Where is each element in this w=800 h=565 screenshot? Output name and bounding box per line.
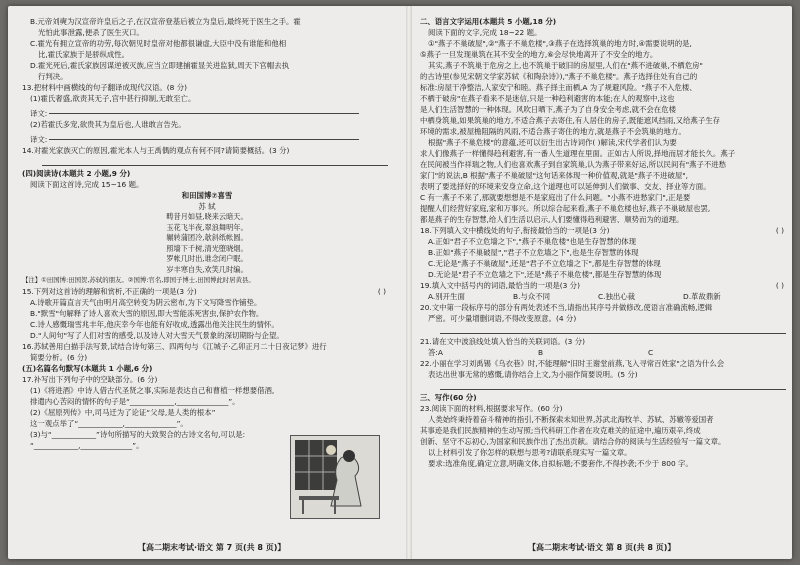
translate-label: 译文:	[22, 104, 392, 119]
answer-line[interactable]	[440, 324, 786, 334]
q19-options	[420, 291, 790, 302]
question-18: 18.下列填入文中横线处的句子,衔接最恰当的一项是(3 分) ( )	[420, 226, 784, 235]
question-17-3b: “____________,______________”。	[30, 441, 144, 450]
question-19: 19.填入文中括号内的词语,最恰当的一项是(3 分) ( )	[420, 281, 784, 290]
answer-b[interactable]: B	[538, 348, 544, 357]
passage-line: 都是燕子的生存智慧,给人们生活以启示,人们要懂得趋利避害、顺势而为的道理。	[420, 215, 684, 224]
section-language: 二、语言文字运用(本题共 5 小题,18 分)	[420, 17, 557, 26]
passage-line: 其实,燕子不筑巢于危房之上,也不筑巢于破旧的房屋里,人们在"燕不进破巢,不栖危房"	[428, 61, 703, 70]
section-poem: (四)阅读诗(本题共 2 小题,9 分)	[22, 169, 131, 178]
passage-line: 标准:房屋干净整洁,人家安宁和睦。燕子择主而栖,A 为了规避风险。"燕子不入危楼、	[420, 83, 697, 92]
question-15: 15.下列对这首诗的理解和赏析,不正确的一项是(3 分) ( )	[22, 287, 386, 296]
passage-line: 根据"燕子不巢危楼"的意蕴,还可以衍生出古诗词作( )解读,宋代学者们认为要	[428, 138, 677, 147]
essay-line: 创新、坚守不忘初心,为国家和民族作出了杰出贡献。请结合你的阅读与生活经验写一篇文章。	[420, 437, 726, 446]
option-line: A.正如"君子不立危墙之下","燕子不巢危楼"也是生存智慧的体现	[428, 237, 636, 246]
passage-line: 求人们像燕子一样懂得趋利避害,有一番人生道理在里面。正如古人所说,择地而居才能长久。燕子	[420, 149, 736, 158]
essay-line: 以上材料引发了你怎样的联想与思考?请联系现实写一篇文章。	[428, 448, 632, 457]
poem-line: 照墙下千树,清光堕晓烟。	[166, 243, 248, 253]
essay-line: 其事迹是我们民族精神的生动写照;当代科研工作者在攻克难关的征途中,遍历艰辛,终成	[420, 426, 701, 435]
poem-line: 岁丰寒自失,欢笑几时编。	[166, 264, 248, 274]
passage-line: 家门"的说法,B 根据"燕子不巢破屋"这句话来体现一种价值观,就是"燕子不进破屋",	[420, 171, 688, 180]
poem-title: 和田国博⑦喜雪	[181, 191, 233, 200]
option-line: C.无论是"燕子不巢破屋",还是"君子不立危墙之下",都是生存智慧的体现	[428, 259, 661, 268]
ink-illustration	[290, 435, 380, 519]
option-line: D.霍光死后,霍氏家族因谋逆被灭族,应当立即建捕霍显关进监狱,周天下官帽去执	[30, 61, 289, 70]
passage-line: 的古诗里(参见宋朝文学家苏轼《和陶杂诗》),"燕子不巢危楼"。燕子选择住处有自己的	[420, 72, 698, 81]
option-line: 光怕此事泄露,便杀了医生灭口。	[38, 28, 144, 37]
footer-left: 【高二期末考试·语文 第 7 页(共 8 页)】	[138, 543, 286, 552]
option-line: 比,霍氏家族于是骄纵成性。	[38, 50, 130, 59]
option-line: B."默雪"句解释了诗人喜欢大雪的原因,即大雪能冻死害虫,保护农作物。	[30, 309, 264, 318]
option-b: B.与众不同	[513, 292, 550, 301]
translate-label: 译文:	[22, 130, 392, 145]
poem-line: 辗转蒲团冷,欹斜纸帐圆。	[166, 233, 248, 242]
question-17-2: (2)《屈原列传》中,司马迁为了论证“父母,是人类的根本”	[30, 408, 216, 417]
section-memory: (五)名篇名句默写(本题共 1 小题,6 分)	[22, 364, 153, 373]
right-page	[420, 16, 790, 469]
question-13: 13.把材料中画横线的句子翻译成现代汉语。(8 分)	[22, 83, 187, 92]
poem-line: 畴昔月如昼,晓来云暗天。	[166, 212, 248, 221]
question-16-b: 简要分析。(6 分)	[30, 353, 88, 362]
answer-line[interactable]	[42, 156, 388, 166]
passage-line: 在民间被当作祥瑞之物,人们也喜欢燕子到自家筑巢,认为燕子带来好运,所以民间有"燕子不进愁	[420, 160, 727, 169]
question-17-2b: 这一观点举了“____________,______________”。	[30, 419, 188, 428]
option-line: A.诗歌开篇直言天气由明月高空转变为阴云密布,为下文写降雪作铺垫。	[30, 298, 262, 307]
passage-line: 环境的需求,被屋檐阻隔的风雨,不适合燕子寄住的地方,就是燕子不会筑巢的地方。	[420, 127, 686, 136]
option-line: B.正如"燕子不巢破屋","君子不立危墙之下",也是生存智慧的体现	[428, 248, 639, 257]
poem-intro: 阅读下面这首诗,完成 15~16 题。	[30, 180, 144, 189]
answer-line[interactable]	[440, 380, 786, 390]
question-13-1: (1)霍氏奢盛,欲责其无子,宫中甚行抑制,无敢至亡。	[30, 94, 196, 103]
option-line: D."人间句"写了人们对雪的感受,以及诗人对大雪天气景象的深切期盼与企望。	[30, 331, 284, 340]
q21-answers	[420, 347, 790, 358]
essay-line: 人类始终秉持着奋斗精神的指引,不断探索未知世界,苏武北海牧羊、苏轼、苏辙等爱国者	[428, 415, 714, 424]
page-fold	[406, 6, 412, 559]
question-22-b: 表达出世事无常的感慨,请你结合上文,为小丽作简要说明。(5 分)	[428, 370, 638, 379]
poem-note: 【注】①田国博:田国贺,苏轼的朋友。②国博:官名,即国子博士,田国博此时居黄县。	[22, 276, 255, 284]
answer-a[interactable]: 答:A	[428, 348, 443, 357]
section-writing: 三、写作(60 分)	[420, 393, 477, 402]
question-17-3: (3)与“____________”诗句所描写的大致契合的古诗文名句,可以是:	[30, 430, 246, 439]
question-17: 17.补写出下列句子中的空缺部分。(6 分)	[22, 375, 158, 384]
poem-author: 苏 轼	[198, 202, 216, 211]
figure-reading-icon	[291, 436, 379, 518]
option-line: 行判决。	[38, 72, 68, 81]
option-c: C.独出心裁	[598, 292, 636, 301]
question-20: 20.文中第一段标序号的部分有两处表述不当,请指出其序号并做修改,使语言准确流畅,逻辑	[420, 303, 713, 312]
passage-line: 是人们生活智慧的一种体现。风吹日晒下,燕子为了自身安全考虑,就不会在危楼	[420, 105, 676, 114]
passage-line: ①"燕子不巢破屋",②"燕子不巢危楼",③燕子在选择筑巢的地方时,④需要说明的是,	[428, 39, 692, 48]
question-17-1: (1)《将进酒》中诗人借古代圣贤之事,实际是表达自己和曹植一样想要借酒,	[30, 386, 275, 395]
passage-line: 中栖身筑巢,如果筑巢的地方,不适合燕子去寄住,有人居住的房子,既能遮风挡雨,又给燕子生存	[420, 116, 720, 125]
passage-line: 表明了要选择好的环境来安身立命,这个道理也可以延伸到人们做事、交友、择业等方面。	[420, 182, 711, 191]
question-13-2: (2)若霍氏多宠,欲贵其为皇后也,人谁敢言告先。	[30, 120, 186, 129]
question-16: 16.苏轼善用白描手法写景,试结合诗句第三、四两句与《江城子·乙卯正月二十日夜记梦》进行	[22, 342, 327, 351]
option-d: D.革故鼎新	[683, 292, 721, 301]
passage-line: C 有一燕子不来了,那就要想想是不是家庭出了什么问题。"小燕不进愁家门",正是要	[420, 193, 691, 202]
exam-sheet	[8, 6, 792, 559]
question-20-b: 严密。可少量增删词语,不得改变原意。(4 分)	[428, 314, 577, 323]
footer-right: 【高二期末考试·语文 第 8 页(共 8 页)】	[528, 543, 676, 552]
passage-line: 不栖于破房"在燕子看来不是迷信,只是一种趋利避害的本能;在人的观察中,这也	[420, 94, 675, 103]
option-line: C.霍光有拥立宣帝的功劳,每次朝见时皇帝对他都很谦虚,大臣中没有谁能和他相	[30, 39, 287, 48]
option-line: B.元帝刘奭为汉宣帝许皇后之子,在汉宣帝登基后被立为皇后,最终死于医生之手。霍	[30, 17, 301, 26]
left-page	[22, 16, 392, 451]
essay-line: 要求:选准角度,确定立意,明确文体,自拟标题;不要套作,不得抄袭;不少于 800 字。	[428, 459, 693, 468]
passage-line: 提醒人们经营好家庭,家和万事兴。所以综合起来看,燕子不巢危楼也好,燕子不巢破屋也罢,	[420, 204, 711, 213]
question-14: 14.对霍光家族灭亡的原因,霍光本人与王禹偶的观点有何不同?请简要概括。(3 分)	[22, 146, 290, 155]
poem-line: 玉花飞半夜,翠浪舞明年。	[166, 222, 248, 232]
option-line: C.诗人感慨瑞雪兆丰年,他庆幸今年也能有好收成,透露出他关注民生的情怀。	[30, 320, 279, 329]
option-a: A.别开生面	[428, 292, 465, 301]
question-17-1b: 排遣内心苦闷的情怀的句子是“____________,______________”。	[30, 397, 240, 406]
poem-line: 罗帐几时出,谁念闭户眠。	[166, 254, 248, 263]
read-intro: 阅读下面的文字,完成 18~22 题。	[428, 28, 542, 37]
option-line: D.无论是"君子不立危墙之下",还是"燕子不巢危楼",都是生存智慧的体现	[428, 270, 662, 279]
question-23: 23.阅读下面的材料,根据要求写作。(60 分)	[420, 404, 563, 413]
answer-c[interactable]: C	[648, 348, 654, 357]
poem-body	[22, 212, 392, 275]
question-21: 21.请在文中波浪线处填入恰当的关联词语。(3 分)	[420, 337, 585, 346]
passage-line: ⑤燕子一旦发现巢筑在其不安全的地方,⑥会尽快地离开了不安全的地方。	[420, 50, 658, 59]
question-22: 22.小丽在学习刘禹锡《乌衣巷》时,不能理解"旧时王谢堂前燕,飞入寻常百姓家"之语为什么会	[420, 359, 725, 368]
